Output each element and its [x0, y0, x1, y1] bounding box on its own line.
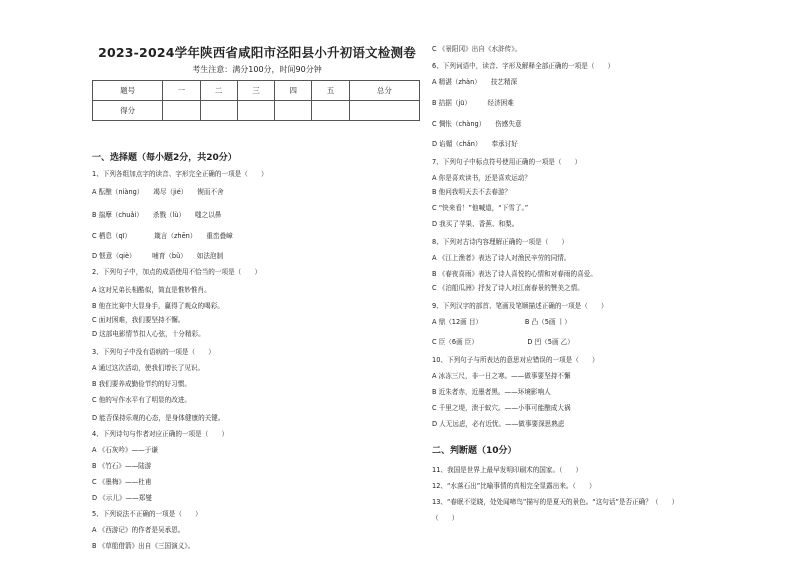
answer-option: C 《景阳冈》出自《水浒传》。	[432, 45, 522, 53]
score-header-cell: 五	[312, 81, 349, 101]
score-header-cell: 一	[163, 81, 200, 101]
answer-option: D 惬意（qiè） 哺育（bǔ） 如法泡制	[92, 252, 224, 260]
score-cell[interactable]	[275, 101, 312, 121]
question-stem: 6、下列词语中，读音、字形及解释全部正确的一项是（ ）	[432, 62, 615, 70]
answer-option: D 能否保持乐观的心态，是身体健康的关键。	[92, 414, 225, 422]
answer-option: C 千里之堤，溃于蚁穴。——小事可能酿成大祸	[432, 404, 571, 412]
answer-option: B 我们要养成勤俭节约的好习惯。	[92, 380, 191, 388]
answer-option: B 揣摩（chuǎi） 杀戮（lù） 嗤之以鼻	[92, 211, 222, 219]
section-heading-choice: 一、选择题（每小题2分，共20分）	[92, 153, 237, 163]
answer-option: A 通过这次活动，使我们增长了见识。	[92, 364, 205, 372]
answer-option: A 《石灰吟》——于谦	[92, 446, 158, 454]
answer-option: A 《西游记》的作者是吴承恩。	[92, 526, 185, 534]
answer-option: B 《草船借箭》出自《三国演义》。	[92, 542, 195, 550]
score-table-header-row	[93, 81, 420, 101]
answer-option: A 酝酿（niàng） 竭尽（jié） 锲而不舍	[92, 188, 224, 196]
answer-option: C 《墨梅》——杜甫	[92, 478, 152, 486]
answer-option: D 我买了苹果、香蕉、和梨。	[432, 220, 519, 228]
question-stem: 5、下列说法不正确的一项是（ ）	[92, 510, 202, 518]
score-header-cell: 三	[237, 81, 274, 101]
answer-option: B 《竹石》——陆游	[92, 462, 152, 470]
score-header-cell: 总分	[349, 81, 419, 101]
score-cell[interactable]	[163, 101, 200, 121]
answer-option: A 精湛（zhàn） 技艺精深	[432, 78, 518, 86]
exam-title: 2023-2024学年陕西省咸阳市泾阳县小升初语文检测卷	[98, 45, 416, 60]
question-stem: 11、我国是世界上最早发明印刷术的国家。（ ）	[432, 466, 583, 474]
answer-option: C 《泊船瓜洲》抒发了诗人对江南春景的赞美之情。	[432, 284, 584, 292]
answer-option: A 你是喜欢读书，还是喜欢运动？	[432, 174, 531, 182]
score-cell[interactable]	[200, 101, 237, 121]
question-stem: 7、下列句子中标点符号使用正确的一项是（ ）	[432, 158, 582, 166]
answer-option: B 他在比赛中大显身手，赢得了观众的喝彩。	[92, 302, 224, 310]
answer-option: C 栖息（qī） 箴言（zhēn） 重峦叠嶂	[92, 232, 233, 240]
answer-option: D 《示儿》——郑燮	[92, 494, 152, 502]
answer-option: D 这部电影情节扣人心弦，十分精彩。	[92, 330, 205, 338]
answer-option: C 他的写作水平有了明显的改进。	[92, 396, 192, 404]
score-header-cell: 题号	[93, 81, 163, 101]
answer-option: C “快来看！”他喊道，“下雪了。”	[432, 204, 529, 212]
score-row-label: 得分	[93, 101, 163, 121]
question-stem: 1、下列各组加点字的读音、字形完全正确的一项是（ ）	[92, 170, 268, 178]
score-cell[interactable]	[312, 101, 349, 121]
answer-option: B 拮据（jū） 经济困难	[432, 99, 514, 107]
exam-notice: 考生注意：满分100分，时间90分钟	[192, 65, 322, 74]
score-cell[interactable]	[349, 101, 419, 121]
question-stem: 9、下列汉字的部首、笔画及笔顺描述正确的一项是（ ）	[432, 302, 608, 310]
answer-option: D 人无远虑，必有近忧。——做事要深思熟虑	[432, 420, 565, 428]
answer-option: A 《江上渔者》表达了诗人对渔民辛劳的同情。	[432, 254, 571, 262]
answer-option: B 近朱者赤，近墨者黑。——环境影响人	[432, 388, 551, 396]
answer-option: A 这对兄弟长相酷似，简直是惟妙惟肖。	[92, 286, 211, 294]
answer-option: D 谄媚（chǎn） 奉承讨好	[432, 140, 518, 148]
answer-option: A 冰冻三尺，非一日之寒。——做事要坚持不懈	[432, 372, 571, 380]
question-stem: 3、下列句子中没有语病的一项是（ ）	[92, 348, 215, 356]
answer-option: C 面对困难，我们要坚持不懈。	[92, 316, 185, 324]
section-heading-judge: 二、判断题（10分）	[432, 446, 517, 456]
question-stem: 10、下列句子与所表达的意思对应错误的一项是（ ）	[432, 356, 599, 364]
question-stem: 4、下列诗句与作者对应正确的一项是（ ）	[92, 430, 229, 438]
answer-option: （ ）	[432, 514, 459, 522]
question-stem: 13、“春眠不觉晓，处处闻啼鸟”描写的是夏天的景色。“这句话”是否正确？（ ）	[432, 498, 679, 506]
score-table-score-row	[93, 101, 420, 121]
answer-option: C 惆怅（chàng） 伤感失意	[432, 120, 522, 128]
score-header-cell: 二	[200, 81, 237, 101]
question-stem: 8、下列对古诗内容理解正确的一项是（ ）	[432, 238, 569, 246]
answer-option: B 《春夜喜雨》表达了诗人喜悦的心情和对春雨的喜爱。	[432, 270, 597, 278]
score-cell[interactable]	[237, 101, 274, 121]
question-stem: 12、“水落石出”比喻事情的真相完全显露出来。（ ）	[432, 482, 596, 490]
answer-option: A 鼎（12画 目） B 凸（5画 丨）	[432, 318, 571, 326]
answer-option: C 臣（6画 臣） D 凹（5画 乙）	[432, 338, 574, 346]
answer-option: B 他问我明天去不去春游？	[432, 188, 512, 196]
score-table	[92, 80, 420, 121]
score-header-cell: 四	[275, 81, 312, 101]
question-stem: 2、下列句子中，加点的成语使用不恰当的一项是（ ）	[92, 268, 262, 276]
